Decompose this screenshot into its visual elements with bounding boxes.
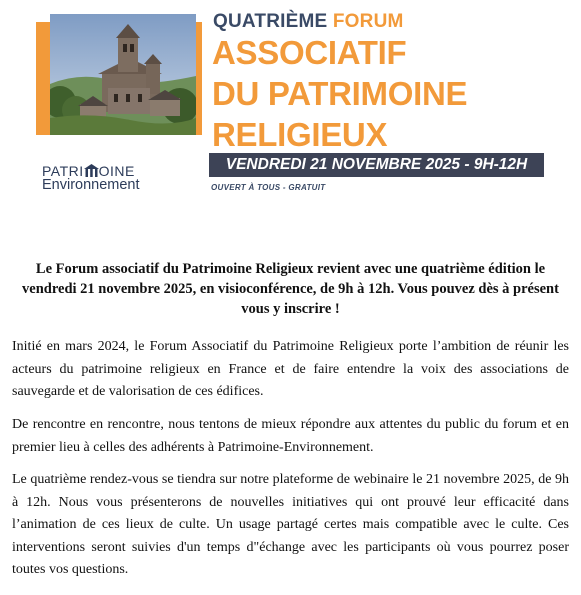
banner-title-line3: RELIGIEUX	[212, 116, 388, 153]
patrimoine-environnement-logo	[42, 164, 162, 193]
event-banner	[0, 0, 581, 215]
kicker-forum: FORUM	[332, 11, 404, 32]
logo-wordmark-line1: PATRI OINE	[42, 163, 135, 179]
logo-wordmark-line2: Environnement	[42, 177, 140, 193]
banner-title-line1: ASSOCIATIF	[212, 34, 407, 71]
paragraph-3: Le quatrième rendez-vous se tiendra sur notre plateforme de webinaire le 21 novembre 2025, de 9h à 12h. Nous vous présenterons de nouvelles initiatives qui ont prouvé leur efficacité dans l’animation de ces lieux de culte. Un usage partagé certes mais compatible avec le culte. Ces interventions seront suivies d'un temps d"échange avec les participants où vous pourrez poser toutes vos questions.	[12, 472, 569, 577]
paragraph-2: De rencontre en rencontre, nous tentons de mieux répondre aux attentes du public du forum et en premier lieu à celles des adhérents à Patrimoine-Environnement.	[12, 417, 569, 455]
banner-title-line2: DU PATRIMOINE	[212, 75, 468, 112]
intro-text: Le Forum associatif du Patrimoine Religieux revient avec une quatrième édition le vendredi 21 novembre 2025, en visioconférence, de 9h à 12h. Vous pouvez dès à présent vous y inscrire !	[22, 261, 559, 317]
kicker-prefix: QUATRIÈME	[213, 11, 328, 32]
date-bar: VENDREDI 21 NOVEMBRE 2025 - 9H-12H	[209, 153, 544, 177]
paragraph-1: Initié en mars 2024, le Forum Associatif du Patrimoine Religieux porte l’ambition de réunir les acteurs du patrimoine religieux en France et de faire entendre la voix des associations de sauvegarde et de valorisation de ces édifices.	[12, 339, 569, 399]
banner-kicker	[213, 11, 404, 33]
house-icon	[84, 164, 99, 177]
open-to-all-note: OUVERT À TOUS - GRATUIT	[211, 183, 326, 192]
church-photo	[50, 14, 196, 135]
